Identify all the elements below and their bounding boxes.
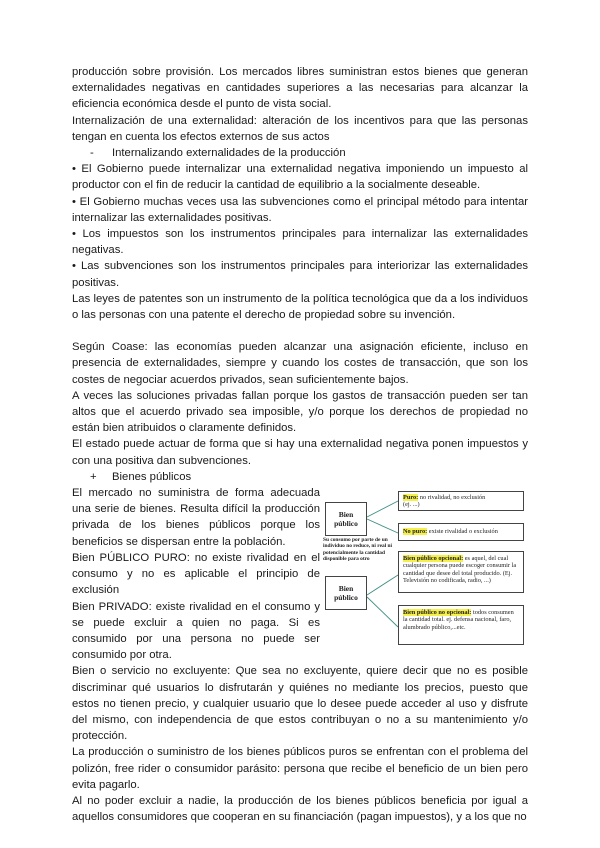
- paragraph: Las leyes de patentes son un instrumento de la política tecnológica que da a los individuos o las personas con una patente el derecho de propiedad sobre su invención.: [72, 292, 528, 322]
- dash-item-text: Internalizando externalidades de la producción: [112, 147, 346, 160]
- paragraph: La producción o suministro de los bienes públicos puros se enfrentan con el problema del polizón, free rider o consumidor parásito: persona que recibe el beneficio de un bien pero evita pagarlo.: [72, 746, 528, 791]
- middle-note: Su consumo por parte de un individuo no reduce, ni real ni potencialmente la cantidad disponible para otro: [323, 537, 392, 562]
- paragraph: Al no poder excluir a nadie, la producción de los bienes públicos beneficia por igual a aquellos consumidores que cooperan en su financiación (pagan impuestos), y a los que no: [72, 794, 528, 824]
- public-goods-section: [72, 485, 528, 663]
- connector-line: [367, 575, 398, 595]
- paragraph: A veces las soluciones privadas fallan porque los gastos de transacción pueden ser tan altos que el acuerdo privado sea imposible, y/o porque los derechos de propiedad no están bien atribuidos o claramente definidos.: [72, 389, 528, 435]
- bien-publico-box-top: Bien público: [325, 502, 367, 536]
- connector-line: [367, 597, 398, 627]
- dash-list-item: [72, 145, 528, 161]
- no-puro-box: No puro: existe rivalidad o exclusión: [398, 523, 524, 541]
- paragraph: Bien PRIVADO: existe rivalidad en el consumo y se puede excluir a quien no paga. Si es consumido por una persona no puede ser consumido por otra.: [72, 600, 320, 662]
- paragraph: producción sobre provisión. Los mercados libres suministran estos bienes que generan externalidades negativas en cantidades superiores a las necesarias para alcanzar la eficiencia económica desde el punto de vista social.: [72, 66, 528, 111]
- public-goods-diagram: [320, 487, 528, 655]
- opcional-box: Bien público opcional: es aquel, del cual cualquier persona puede escoger consumir la cantidad que desee del total producido. (Ej. Televisión no codificada, radio, ...): [398, 551, 524, 593]
- paragraph: El estado puede actuar de forma que si hay una externalidad negativa ponen impuestos y con una positiva dan subvenciones.: [72, 438, 528, 467]
- plus-item-text: Bienes públicos: [112, 470, 192, 483]
- plus-list-item: [72, 469, 528, 485]
- connector-line: [367, 501, 398, 517]
- bullet-item: • Los impuestos son los instrumentos principales para internalizar las externalidades negativas.: [72, 228, 528, 257]
- dash-mark: -: [90, 147, 94, 160]
- paragraph: Internalización de una externalidad: alteración de los incentivos para que las personas tengan en cuenta los efectos externos de sus actos: [72, 114, 528, 143]
- puro-box: Puro: no rivalidad, no exclusión (ej. ...): [398, 491, 524, 511]
- bullet-item: • El Gobierno puede internalizar una externalidad negativa imponiendo un impuesto al productor con el fin de reducir la cantidad de equilibrio a la socialmente deseable.: [72, 163, 528, 192]
- paragraph: Según Coase: las economías pueden alcanzar una asignación eficiente, incluso en presencia de externalidades, siempre y cuando los costes de transacción, que son los costes de negociar acuerdos privados, sean suficientemente bajos.: [72, 341, 528, 386]
- paragraph: El mercado no suministra de forma adecuada una serie de bienes. Resulta difícil la producción privada de los bienes públicos porque los beneficios se dispersan entre la población.: [72, 487, 320, 548]
- plus-mark: +: [90, 470, 97, 483]
- paragraph: Bien PÚBLICO PURO: no existe rivalidad en el consumo y no es aplicable el principio de exclusión: [72, 551, 320, 597]
- paragraph: Bien o servicio no excluyente: Que sea no excluyente, quiere decir que no es posible discriminar qué usuarios lo disfrutarán y quiénes no mediante los precios, puesto que estos no tienen precio, y cualquier usuario que lo desee puede acceder al uso y disfrute del mismo, con independencia de que estos contribuyan o no a su mantenimiento y/o protección.: [72, 665, 528, 743]
- no-opcional-box: Bien público no opcional: todos consumen la cantidad total. ej. defensa nacional, faro, alumbrado público,...etc.: [398, 605, 524, 645]
- bullet-item: • El Gobierno muchas veces usa las subvenciones como el principal método para intentar internalizar las externalidades positivas.: [72, 195, 528, 224]
- bullet-item: • Las subvenciones son los instrumentos principales para interiorizar las externalidades positivas.: [72, 260, 528, 289]
- left-column: [72, 485, 320, 663]
- connector-line: [367, 519, 398, 533]
- document-page: [72, 64, 528, 825]
- bien-publico-box-bottom: Bien público: [325, 576, 367, 610]
